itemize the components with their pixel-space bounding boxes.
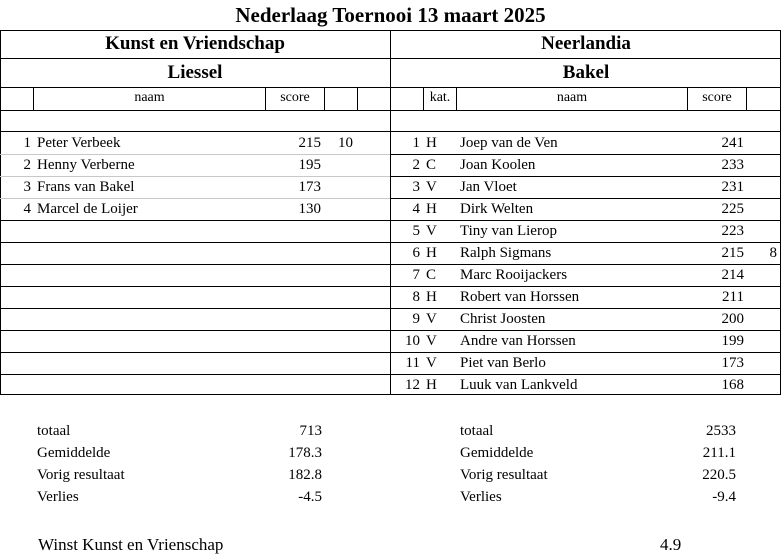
left-summary-label: Gemiddelde bbox=[37, 445, 111, 461]
left-player-name: Henny Verberne bbox=[37, 157, 135, 173]
right-player-score: 200 bbox=[721, 311, 744, 327]
left-player-name: Marcel de Loijer bbox=[37, 201, 138, 217]
right-player-name: Jan Vloet bbox=[460, 179, 517, 195]
right-player-name: Robert van Horssen bbox=[460, 289, 580, 305]
right-player-kat: H bbox=[426, 289, 437, 305]
row-divider bbox=[0, 220, 390, 221]
left-player-score: 173 bbox=[298, 179, 321, 195]
right-player-kat: C bbox=[426, 267, 437, 283]
row-divider bbox=[0, 286, 390, 287]
left-club-place: Liessel bbox=[167, 62, 223, 83]
row-divider bbox=[0, 330, 390, 331]
right-player-name: Joan Koolen bbox=[460, 157, 536, 173]
right-player-name: Ralph Sigmans bbox=[460, 245, 552, 261]
right-player-name: Christ Joosten bbox=[460, 311, 546, 327]
right-club-place: Bakel bbox=[562, 62, 610, 83]
left-header-score: score bbox=[280, 90, 310, 105]
left-player-name: Frans van Bakel bbox=[37, 179, 135, 195]
right-summary-label: totaal bbox=[460, 423, 494, 439]
right-player-nr: 8 bbox=[412, 289, 420, 305]
right-player-nr: 5 bbox=[412, 223, 420, 239]
right-player-kat: V bbox=[426, 333, 437, 349]
result-label: Winst Kunst en Vrienschap bbox=[38, 535, 224, 554]
right-player-score: 241 bbox=[721, 135, 744, 151]
left-player-nr: 1 bbox=[23, 135, 31, 151]
right-player-kat: V bbox=[426, 355, 437, 371]
right-player-nr: 10 bbox=[405, 333, 420, 349]
right-header-naam: naam bbox=[556, 90, 588, 105]
right-player-score: 225 bbox=[721, 201, 744, 217]
right-club-name: Neerlandia bbox=[541, 33, 631, 54]
left-summary-label: Verlies bbox=[37, 489, 79, 505]
left-player-nr: 2 bbox=[23, 157, 31, 173]
left-summary-value: 182.8 bbox=[288, 467, 322, 483]
right-player-nr: 2 bbox=[412, 157, 420, 173]
left-summary-label: totaal bbox=[37, 423, 71, 439]
right-player-nr: 1 bbox=[412, 135, 420, 151]
right-player-kat: V bbox=[426, 311, 437, 327]
right-player-kat: V bbox=[426, 223, 437, 239]
row-divider bbox=[0, 264, 390, 265]
right-player-name: Joep van de Ven bbox=[460, 135, 558, 151]
right-player-name: Dirk Welten bbox=[460, 201, 534, 217]
right-player-name: Luuk van Lankveld bbox=[460, 377, 578, 393]
right-player-kat: H bbox=[426, 377, 437, 393]
left-summary-value: -4.5 bbox=[298, 489, 322, 505]
row-divider bbox=[0, 242, 390, 243]
right-player-score: 215 bbox=[721, 245, 744, 261]
row-divider bbox=[0, 374, 390, 375]
right-player-name: Piet van Berlo bbox=[460, 355, 546, 371]
right-player-extra: 8 bbox=[769, 245, 777, 261]
right-player-score: 199 bbox=[721, 333, 744, 349]
row-divider bbox=[0, 308, 390, 309]
page-title: Nederlaag Toernooi 13 maart 2025 bbox=[235, 3, 546, 27]
left-club-name: Kunst en Vriendschap bbox=[105, 33, 285, 54]
result-value: 4.9 bbox=[660, 535, 682, 554]
left-player-extra: 10 bbox=[338, 135, 353, 151]
right-player-nr: 11 bbox=[405, 355, 420, 371]
right-summary-value: -9.4 bbox=[712, 489, 736, 505]
right-player-name: Marc Rooijackers bbox=[460, 267, 568, 283]
right-player-kat: H bbox=[426, 245, 437, 261]
right-header-score: score bbox=[702, 90, 732, 105]
right-summary-value: 220.5 bbox=[702, 467, 736, 483]
right-summary-value: 211.1 bbox=[702, 445, 736, 461]
left-summary-value: 178.3 bbox=[288, 445, 322, 461]
left-player-name: Peter Verbeek bbox=[37, 135, 121, 151]
right-summary-label: Gemiddelde bbox=[460, 445, 534, 461]
right-summary-label: Verlies bbox=[460, 489, 502, 505]
left-player-score: 195 bbox=[298, 157, 321, 173]
right-player-name: Tiny van Lierop bbox=[460, 223, 557, 239]
right-player-kat: H bbox=[426, 135, 437, 151]
right-player-score: 214 bbox=[721, 267, 744, 283]
right-player-score: 223 bbox=[721, 223, 744, 239]
row-divider bbox=[0, 352, 390, 353]
left-summary-value: 713 bbox=[299, 423, 322, 439]
right-player-kat: C bbox=[426, 157, 437, 173]
right-player-nr: 7 bbox=[412, 267, 420, 283]
right-player-nr: 3 bbox=[412, 179, 420, 195]
right-summary-value: 2533 bbox=[706, 423, 736, 439]
right-player-nr: 6 bbox=[412, 245, 420, 261]
left-header-naam: naam bbox=[134, 90, 165, 105]
left-player-nr: 3 bbox=[23, 179, 31, 195]
right-header-kat: kat. bbox=[429, 90, 451, 105]
right-player-score: 233 bbox=[721, 157, 744, 173]
right-player-kat: H bbox=[426, 201, 437, 217]
left-summary-label: Vorig resultaat bbox=[37, 467, 125, 483]
right-player-name: Andre van Horssen bbox=[460, 333, 576, 349]
left-player-score: 130 bbox=[298, 201, 321, 217]
right-summary-label: Vorig resultaat bbox=[460, 467, 548, 483]
right-player-nr: 9 bbox=[412, 311, 420, 327]
left-player-nr: 4 bbox=[23, 201, 31, 217]
right-player-score: 231 bbox=[721, 179, 744, 195]
right-player-kat: V bbox=[426, 179, 437, 195]
right-player-score: 168 bbox=[721, 377, 744, 393]
right-player-nr: 4 bbox=[412, 201, 420, 217]
right-player-score: 173 bbox=[721, 355, 744, 371]
right-player-score: 211 bbox=[722, 289, 744, 305]
right-player-nr: 12 bbox=[405, 377, 420, 393]
left-player-score: 215 bbox=[298, 135, 321, 151]
